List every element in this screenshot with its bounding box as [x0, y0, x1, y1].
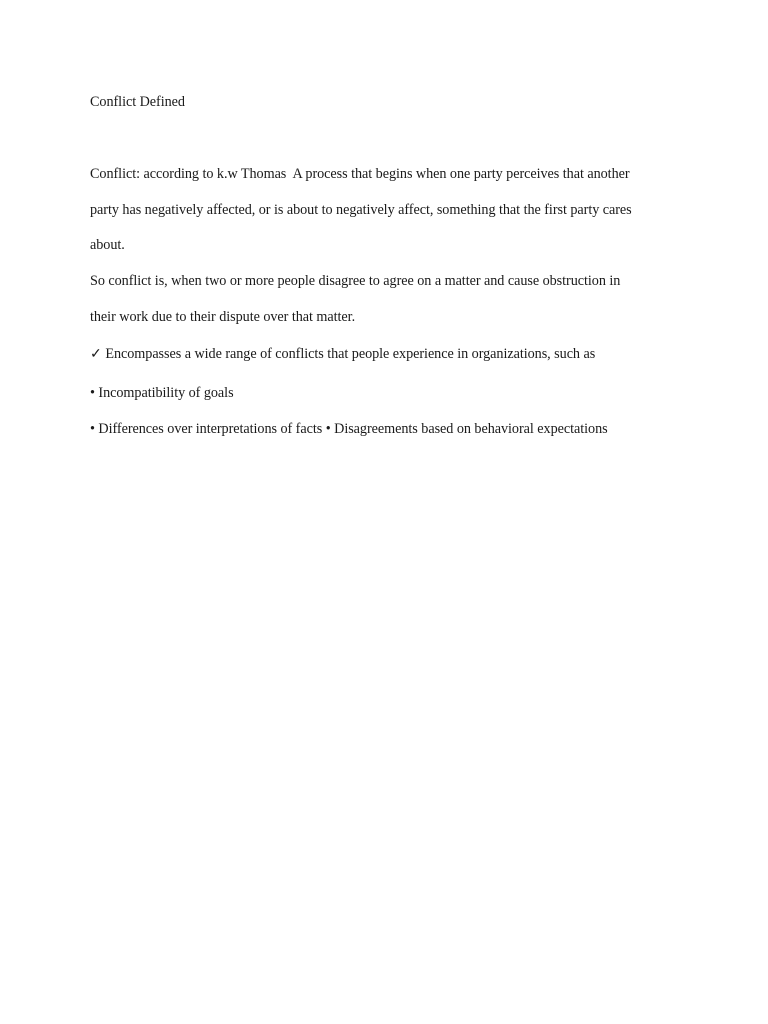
definition-line-3: about. — [90, 237, 125, 253]
checkmark-point: ✓ Encompasses a wide range of conflicts that people experience in organizations, such as — [90, 346, 596, 362]
definition-line-2: party has negatively affected, or is about to negatively affect, something that the first party cares — [90, 202, 632, 218]
definition-line-1: Conflict: according to k.w Thomas A process that begins when one party perceives that another — [90, 166, 630, 182]
document-title: Conflict Defined — [90, 94, 185, 110]
bullet-item-goals: • Incompatibility of goals — [90, 385, 234, 401]
explanation-line-1: So conflict is, when two or more people disagree to agree on a matter and cause obstruction in — [90, 273, 621, 289]
bullet-item-differences: • Differences over interpretations of facts • Disagreements based on behavioral expectations — [90, 421, 608, 437]
explanation-line-2: their work due to their dispute over that matter. — [90, 309, 356, 325]
